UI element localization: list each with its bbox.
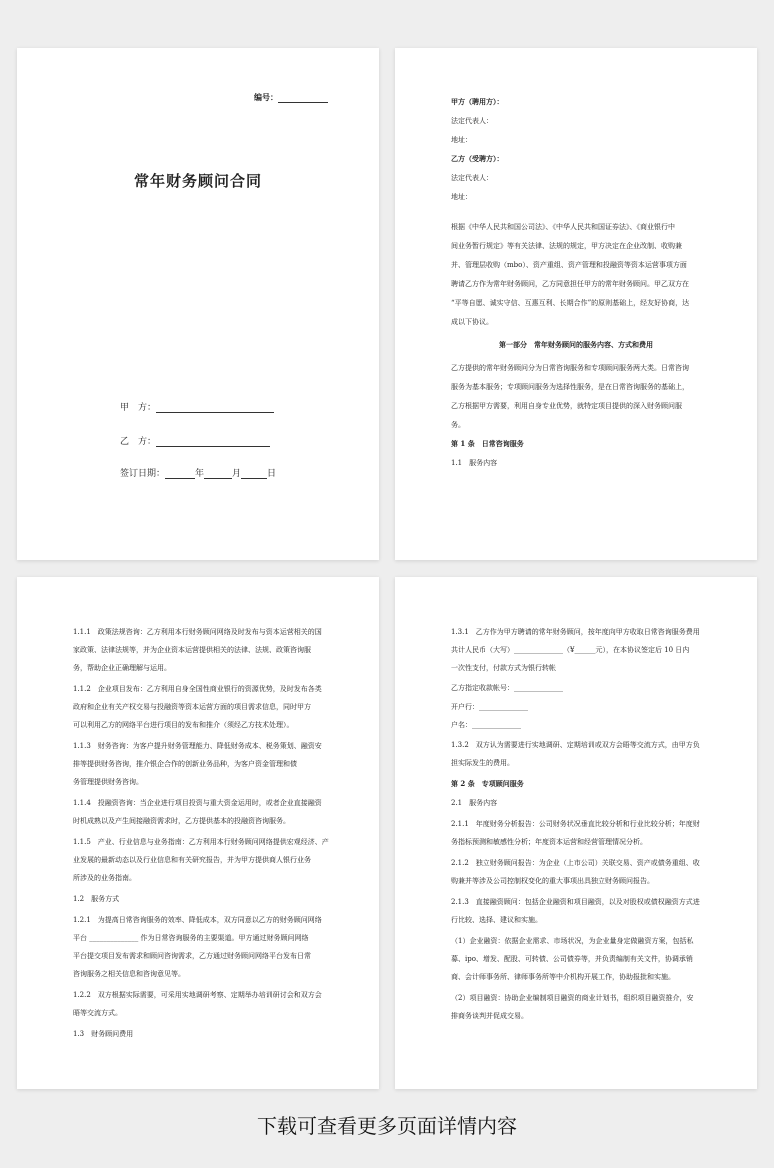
text-line: 共计人民币（大写）______________（¥______元），在本协议签定后 10 日内 [451,646,690,654]
text-line: 排等提供财务咨询，推介银企合作的创新业务品种，为客户资金管理和债 [73,760,297,768]
text-line: 政府和企业有关产权交易与投融资等资本运营方面的项目需求信息，同时甲方 [73,703,311,711]
text-line: 排商务谈判并促成交易。 [451,1012,528,1020]
text-line: 业发展的最新动态以及行业信息和有关研究报告，并为甲方提供商人银行业务 [73,856,311,864]
text-line: 1.1.2 企业项目发布：乙方利用自身全国性商业银行的资源优势，及时发布各类 [73,685,322,693]
text-line: 户名：______________ [451,721,521,729]
download-more-caption: 下载可查看更多页面详情内容 [257,1114,517,1138]
contract-page-3 [17,577,379,1089]
contract-page-2 [395,48,757,560]
text-line: 所涉及的业务指南。 [73,874,136,882]
text-line: 咨询服务之相关信息和咨询意见等。 [73,970,185,978]
text-line: 1.1 服务内容 [451,459,498,467]
text-line: 1.2 服务方式 [73,895,120,903]
party-a-label: 甲 方： [120,403,157,413]
text-line: 1.3.1 乙方作为甲方聘请的常年财务顾问，按年度向甲方收取日常咨询服务费用 [451,628,700,636]
sign-month-blank [204,470,232,479]
text-line: 1.2.2 双方根据实际需要，可采用实地调研考察、定期举办培训研讨会和双方会 [73,991,322,999]
contract-number-field [254,92,328,103]
article-heading: 第 2 条 专项顾问服务 [451,779,524,788]
text-line: 一次性支付，付款方式为银行转帐 [451,664,556,672]
text-line: 根据《中华人民共和国公司法》、《中华人民共和国证券法》、《商业银行中 [451,223,675,231]
article-heading: 第 1 条 日常咨询服务 [451,439,524,448]
text-line: （1）企业融资：依据企业需求、市场状况，为企业量身定做融资方案，包括私 [451,937,694,945]
text-line: 地址： [451,193,472,201]
text-line: 乙方提供的常年财务顾问分为日常咨询服务和专项顾问服务两大类。日常咨询 [451,364,689,372]
text-line: 服务为基本服务；专项顾问服务为选择性服务，是在日常咨询服务的基础上， [451,383,689,391]
text-line: “平等自愿、诚实守信、互惠互利、长期合作”的原则基础上，经友好协商，达 [451,299,690,307]
text-line: 法定代表人： [451,117,493,125]
text-line: 1.1.1 政策法规咨询：乙方利用本行财务顾问网络及时发布与资本运营相关的国 [73,628,322,636]
party-b-label: 乙 方： [120,437,157,447]
text-line: 并、管理层收购（mbo）、资产重组、资产管理和投融资等资本运营事项方面 [451,261,687,269]
contract-title: 常年财务顾问合同 [133,172,262,190]
text-line: 法定代表人： [451,174,493,182]
text-line: 成以下协议。 [451,318,493,326]
party-a-heading: 甲方（聘用方）： [451,97,504,106]
text-line: 务，帮助企业正确理解与运用。 [73,664,171,672]
text-line: 1.1.4 投融资咨询：当企业进行项目投资与重大资金运用时，或者企业直接融资 [73,799,322,807]
text-line: 1.3.2 双方认为需要进行实地调研、定期培训或双方会晤等交流方式，由甲方负 [451,741,700,749]
cover-page [17,48,379,560]
sign-day-label: 日 [267,469,277,479]
text-line: 地址： [451,136,472,144]
sign-month-label: 月 [232,469,242,479]
text-line: 行比较、选择、建议和实施。 [451,916,542,924]
text-line: 1.1.5 产业、行业信息与业务指南：乙方利用本行财务顾问网络提供宏观经济、产 [73,838,329,846]
text-line: 务管理提供财务咨询。 [73,778,143,786]
text-line: 时机成熟以及产生间接融资需求时，乙方提供基本的投融资咨询服务。 [73,817,290,825]
text-line: 1.3 财务顾问费用 [73,1030,134,1038]
sign-day-blank [241,470,267,479]
text-line: 开户行：______________ [451,703,528,711]
party-b-heading: 乙方（受聘方）： [451,154,504,163]
text-line: 1.1.3 财务咨询：为客户提升财务管理能力、降低财务成本、税务策划、融资安 [73,742,322,750]
text-line: 晤等交流方式。 [73,1009,122,1017]
text-line: 乙方根据甲方需要，利用自身专业优势，就特定项目提供的深入财务顾问服 [451,402,682,410]
text-line: 务。 [451,421,465,429]
sign-year-label: 年 [195,469,205,479]
section-heading: 第一部分 常年财务顾问的服务内容、方式和费用 [499,340,653,349]
contract-number-blank [278,94,328,103]
sign-year-blank [165,470,195,479]
text-line: 商、会计师事务所、律师事务所等中介机构开展工作，协助报批和实施。 [451,973,675,981]
party-b-field [120,434,270,447]
sign-date-field [120,466,276,479]
text-line: 募、ipo、增发、配股、可转债、公司债券等，并负责编制有关文件，协调承销 [451,955,693,963]
text-line: 2.1.1 年度财务分析报告：公司财务状况垂直比较分析和行业比较分析；年度财 [451,820,700,828]
text-line: 平台 ______________ 作为日常咨询服务的主要渠道。甲方通过财务顾问网络 [73,934,309,942]
sign-date-label: 签订日期： [120,469,166,479]
text-line: 间业务暂行规定》等有关法律、法规的规定，甲方决定在企业改制、收购兼 [451,242,682,250]
text-line: 可以利用乙方的网络平台进行项目的发布和推介（须经乙方技术处理）。 [73,721,294,729]
text-line: 1.2.1 为提高日常咨询服务的效率、降低成本，双方同意以乙方的财务顾问网络 [73,916,322,924]
text-line: 平台提交项目发布需求和顾问咨询需求，乙方通过财务顾问网络平台发布日常 [73,952,311,960]
text-line: 家政策、法律法规等，并为企业资本运营提供相关的法律、法规、政策咨询服 [73,646,311,654]
party-b-blank [156,438,270,447]
contract-page-4 [395,577,757,1089]
party-a-blank [156,404,274,413]
text-line: 2.1.2 独立财务顾问报告：为企业（上市公司）关联交易、资产或债务重组、收 [451,859,700,867]
text-line: 乙方指定收款帐号：______________ [451,684,563,692]
text-line: 聘请乙方作为常年财务顾问，乙方同意担任甲方的常年财务顾问。甲乙双方在 [451,280,689,288]
text-line: 2.1.3 直接融资顾问：包括企业融资和项目融资，以及对股权或债权融资方式进 [451,898,700,906]
contract-number-label: 编号： [254,92,278,102]
text-line: 2.1 服务内容 [451,799,498,807]
text-line: 担实际发生的费用。 [451,759,514,767]
text-line: （2）项目融资：协助企业编制项目融资的商业计划书，组织项目融资推介，安 [451,994,694,1002]
text-line: 务指标预测和敏感性分析；年度资本运营和经营管理情况分析。 [451,838,647,846]
text-line: 购兼并等涉及公司控制权变化的重大事项出具独立财务顾问报告。 [451,877,654,885]
party-a-field [120,400,274,413]
